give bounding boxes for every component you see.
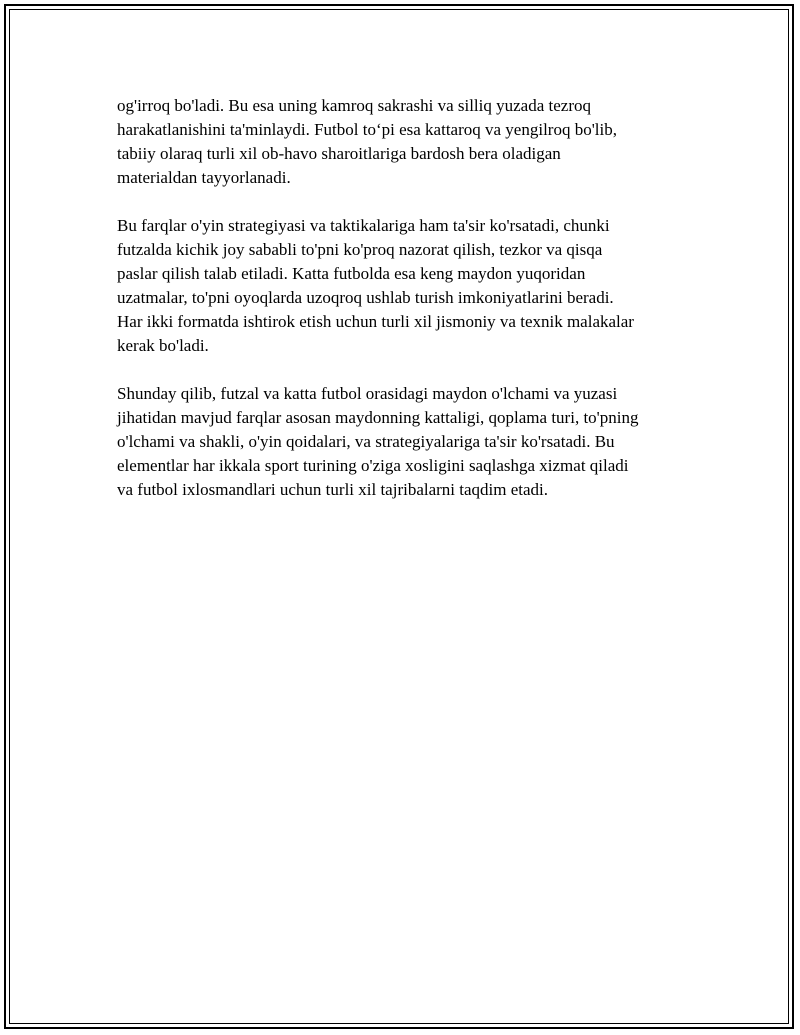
text-line: Bu farqlar o'yin strategiyasi va taktikalariga ham ta'sir ko'rsatadi, chunki bbox=[117, 216, 610, 235]
text-line: va futbol ixlosmandlari uchun turli xil tajribalarni taqdim etadi. bbox=[117, 480, 549, 499]
text-line: o'lchami va shakli, o'yin qoidalari, va strategiyalariga ta'sir ko'rsatadi. Bu bbox=[117, 432, 615, 451]
text-line: Shunday qilib, futzal va katta futbol orasidagi maydon o'lchami va yuzasi bbox=[117, 384, 618, 403]
text-line: Har ikki formatda ishtirok etish uchun turli xil jismoniy va texnik malakalar bbox=[117, 312, 634, 331]
paragraph-1 bbox=[117, 94, 697, 190]
text-line: jihatidan mavjud farqlar asosan maydonning kattaligi, qoplama turi, to'pning bbox=[117, 408, 639, 427]
paragraph-2 bbox=[117, 214, 697, 358]
text-line: materialdan tayyorlanadi. bbox=[117, 168, 291, 187]
text-line: og'irroq bo'ladi. Bu esa uning kamroq sakrashi va silliq yuzada tezroq bbox=[117, 96, 591, 115]
text-line: elementlar har ikkala sport turining o'ziga xosligini saqlashga xizmat qiladi bbox=[117, 456, 629, 475]
text-line: tabiiy olaraq turli xil ob-havo sharoitlariga bardosh bera oladigan bbox=[117, 144, 561, 163]
text-line: kerak bo'ladi. bbox=[117, 336, 209, 355]
document-body bbox=[117, 94, 697, 526]
text-line: futzalda kichik joy sababli to'pni ko'proq nazorat qilish, tezkor va qisqa bbox=[117, 240, 603, 259]
text-line: paslar qilish talab etiladi. Katta futbolda esa keng maydon yuqoridan bbox=[117, 264, 586, 283]
paragraph-3 bbox=[117, 382, 697, 502]
text-line: uzatmalar, to'pni oyoqlarda uzoqroq ushlab turish imkoniyatlarini beradi. bbox=[117, 288, 614, 307]
text-line: harakatlanishini ta'minlaydi. Futbol to‘pi esa kattaroq va yengilroq bo'lib, bbox=[117, 120, 617, 139]
